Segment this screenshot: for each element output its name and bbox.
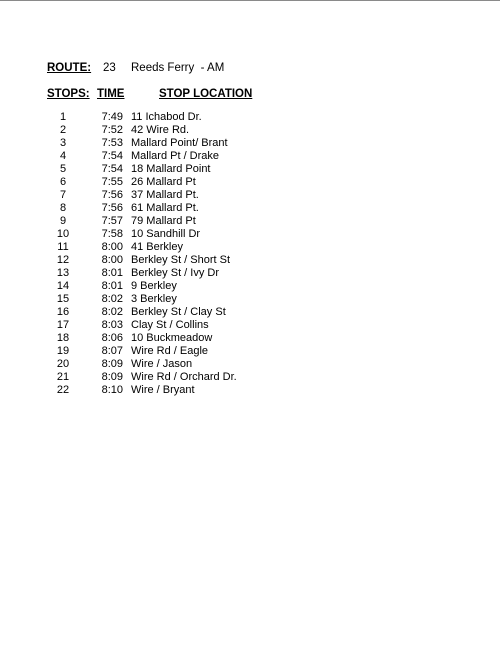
table-row: [0, 332, 500, 345]
stop-number: 15: [56, 293, 70, 305]
table-row: [0, 345, 500, 358]
stop-location: 26 Mallard Pt: [131, 176, 196, 188]
column-header-row: [0, 86, 500, 102]
stop-number: 6: [59, 176, 67, 188]
stop-location: Wire Rd / Eagle: [131, 345, 209, 357]
stop-number: 14: [56, 280, 70, 292]
stop-time: 7:54: [101, 163, 123, 175]
stop-location: 9 Berkley: [131, 280, 177, 292]
stop-location: 10 Sandhill Dr: [131, 228, 201, 240]
stop-location: 37 Mallard Pt.: [131, 189, 199, 201]
stop-time: 8:03: [101, 319, 123, 331]
stop-location-column-header: STOP LOCATION: [159, 88, 253, 100]
stop-location: Mallard Point/ Brant: [131, 137, 228, 149]
route-label: ROUTE:: [47, 62, 92, 74]
stop-location: Clay St / Collins: [131, 319, 209, 331]
stop-number: 4: [59, 150, 67, 162]
stop-time: 8:07: [101, 345, 123, 357]
stop-number: 3: [59, 137, 67, 149]
stop-list: [0, 111, 500, 397]
table-row: [0, 189, 500, 202]
stop-number: 20: [56, 358, 70, 370]
stop-number: 2: [59, 124, 67, 136]
table-row: [0, 293, 500, 306]
stop-time: 8:09: [101, 358, 123, 370]
stop-number: 13: [56, 267, 70, 279]
table-row: [0, 176, 500, 189]
stop-time: 8:06: [101, 332, 123, 344]
stop-location: Wire / Bryant: [131, 384, 195, 396]
stop-time: 7:56: [101, 202, 123, 214]
stop-time: 8:01: [101, 280, 123, 292]
stop-location: Berkley St / Ivy Dr: [131, 267, 220, 279]
stop-time: 8:09: [101, 371, 123, 383]
table-row: [0, 111, 500, 124]
stop-location: 41 Berkley: [131, 241, 183, 253]
top-border-line: [0, 0, 500, 1]
table-row: [0, 254, 500, 267]
table-row: [0, 163, 500, 176]
stop-time: 7:54: [101, 150, 123, 162]
route-number: 23: [103, 62, 116, 74]
route-line: [0, 60, 500, 76]
stop-location: 42 Wire Rd.: [131, 124, 190, 136]
table-row: [0, 267, 500, 280]
stop-location: Wire / Jason: [131, 358, 193, 370]
stop-location: Berkley St / Clay St: [131, 306, 226, 318]
stop-number: 11: [57, 241, 69, 253]
stop-number: 5: [59, 163, 67, 175]
stop-time: 8:02: [101, 293, 123, 305]
stop-number: 17: [56, 319, 70, 331]
stop-number: 10: [56, 228, 70, 240]
table-row: [0, 124, 500, 137]
table-row: [0, 319, 500, 332]
stop-location: 3 Berkley: [131, 293, 177, 305]
time-column-header: TIME: [97, 88, 125, 100]
stop-time: 7:53: [101, 137, 123, 149]
stop-number: 8: [59, 202, 67, 214]
table-row: [0, 280, 500, 293]
stop-time: 7:57: [101, 215, 123, 227]
table-row: [0, 228, 500, 241]
stop-location: Wire Rd / Orchard Dr.: [131, 371, 237, 383]
table-row: [0, 384, 500, 397]
route-name: Reeds Ferry - AM: [131, 62, 225, 74]
stop-number: 22: [56, 384, 70, 396]
stop-time: 8:02: [101, 306, 123, 318]
stop-time: 7:56: [101, 189, 123, 201]
stop-location: 79 Mallard Pt: [131, 215, 196, 227]
stop-number: 9: [59, 215, 67, 227]
stop-number: 7: [59, 189, 67, 201]
stop-time: 7:55: [101, 176, 123, 188]
stop-location: 11 Ichabod Dr.: [131, 111, 202, 123]
stops-column-header: STOPS:: [47, 88, 90, 100]
stop-number: 16: [56, 306, 70, 318]
stop-location: 10 Buckmeadow: [131, 332, 213, 344]
table-row: [0, 150, 500, 163]
stop-time: 8:01: [101, 267, 123, 279]
table-row: [0, 306, 500, 319]
stop-location: 18 Mallard Point: [131, 163, 211, 175]
stop-time: 7:52: [101, 124, 123, 136]
table-row: [0, 371, 500, 384]
stop-number: 12: [56, 254, 70, 266]
table-row: [0, 215, 500, 228]
stop-time: 8:00: [101, 241, 123, 253]
stop-location: Berkley St / Short St: [131, 254, 231, 266]
stop-number: 19: [56, 345, 70, 357]
table-row: [0, 202, 500, 215]
stop-number: 1: [59, 111, 67, 123]
stop-number: 21: [56, 371, 70, 383]
stop-time: 8:10: [101, 384, 123, 396]
table-row: [0, 241, 500, 254]
stop-time: 7:49: [101, 111, 123, 123]
stop-number: 18: [56, 332, 70, 344]
stop-location: 61 Mallard Pt.: [131, 202, 199, 214]
stop-location: Mallard Pt / Drake: [131, 150, 220, 162]
stop-time: 7:58: [101, 228, 123, 240]
stop-time: 8:00: [101, 254, 123, 266]
table-row: [0, 137, 500, 150]
table-row: [0, 358, 500, 371]
